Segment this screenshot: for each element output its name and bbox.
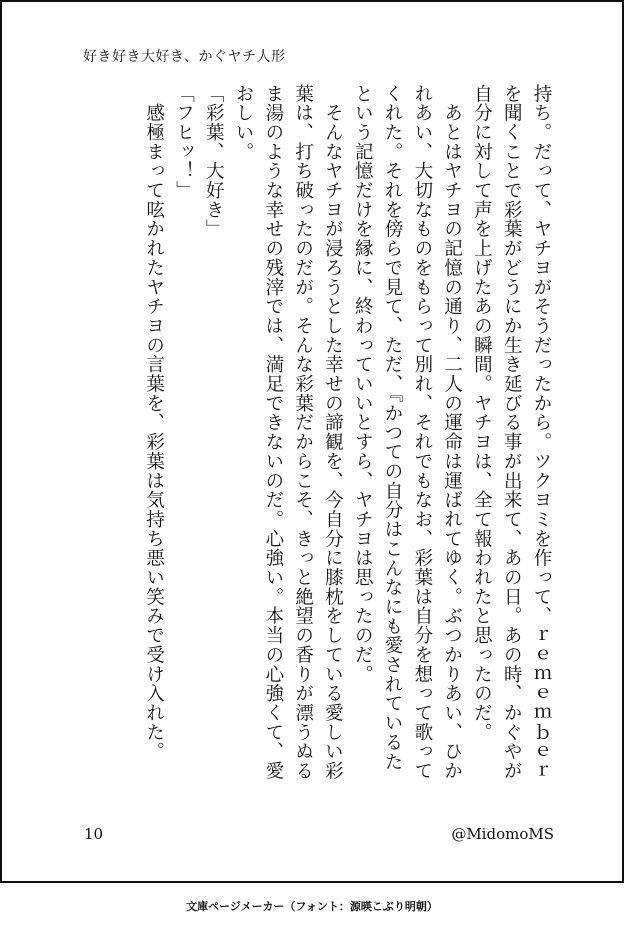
paragraph: あとはヤチヨの記憶の通り、二人の運命は運ばれてゆく。ぶつかりあい、ひかれあい、大切なものをもらって別れ、それでもなお、彩葉は自分を想って歌ってくれた。それを傍らで見て、ただ、『かつての自分はこんなにも愛されているたという記憶だけを縁に、終わっていいとすら、ヤチヨは思ったのだ。: [352, 84, 463, 781]
body-text: [78, 84, 556, 784]
page-number: 10: [84, 825, 104, 843]
paragraph: 持ち。だって、ヤチヨがそうだったから。ツクヨミを作って、ｒｅｍｅｍｂｅｒを聞くことで彩葉がどうにか生き延びる事が出来て、あの日。あの時、かぐやが自分に対して声を上げたあの瞬間。ヤチヨは、全て報われたと思ったのだ。: [471, 84, 552, 781]
author-handle: @MidomoMS: [451, 825, 554, 843]
dialogue-line: 「フヒッ！」: [173, 84, 195, 201]
dialogue-line: 「彩葉、大好き」: [203, 84, 225, 239]
running-title: 好き好き大好き、かぐヤチ人形: [83, 49, 286, 65]
footer-credit: 文庫ページメーカー（フォント：源暎こぶり明朝）: [186, 900, 438, 913]
paragraph: 感極まって呟かれたヤチヨの言葉を、彩葉は気持ち悪い笑みで受け入れた。: [143, 84, 165, 762]
paragraph: そんなヤチヨが浸ろうとした幸せの諦観を、今自分に膝枕をしている愛しい彩葉は、打ち破ったのだが。そんな彩葉だからこそ、きっと絶望の香りが漂うぬるま湯のような幸せの残滓では、満足できないのだ。心強い。本当の心強くて、愛おしい。: [233, 84, 344, 781]
